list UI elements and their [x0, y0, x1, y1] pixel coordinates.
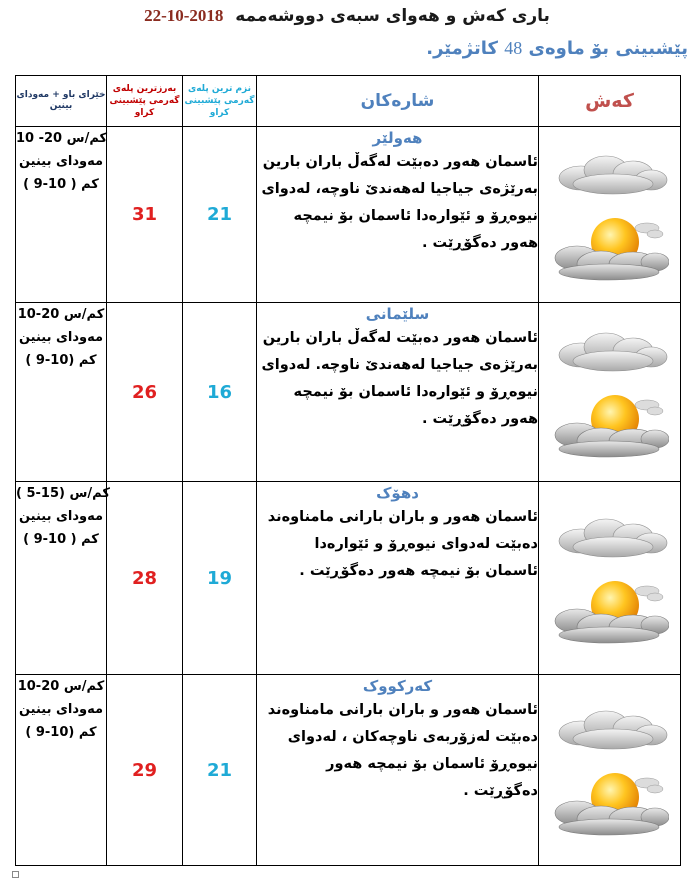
- city-name: کەرکووک: [362, 677, 433, 695]
- table-row: [16, 675, 681, 866]
- table-row: [16, 303, 681, 482]
- wind-cell: [16, 303, 107, 482]
- subtitle-text: پێشبینی بۆ ماوەی: [528, 38, 688, 59]
- city-forecast-text: ئاسمان هەور دەبێت لەگەڵ باران بارین بەرێژەی جیاجیا لەهەندێ ناوچە. لەدوای نیوەڕۆ و ئێوارەدا ئاسمان بۆ نیمچە هەور دەگۆڕێت .: [261, 330, 538, 427]
- visibility-label: مەودای بینین: [18, 702, 104, 717]
- min-temp-value: 19: [183, 482, 257, 675]
- forecast-subtitle: [426, 38, 688, 59]
- wind-cell: [16, 482, 110, 675]
- wind-speed: ( 5-15) کم/س: [16, 486, 110, 501]
- header-max-temp: بەرزترین پلەی گەرمی پێشبینی کراو: [107, 76, 183, 127]
- header-wind: خێرای باو + مەودای بینین: [16, 76, 107, 127]
- weather-icons-cell: [539, 303, 681, 482]
- city-name: دهۆک: [376, 484, 419, 502]
- cloud-icon: [551, 703, 669, 753]
- forecast-title-text: باری کەش و هەوای سبەی دووشەممە: [235, 6, 550, 26]
- table-move-handle[interactable]: [12, 871, 19, 878]
- partly-cloudy-icon: [551, 767, 669, 837]
- partly-cloudy-icon: [551, 389, 669, 459]
- table-row: [16, 482, 681, 675]
- wind-speed: 10-20 کم/س: [17, 307, 105, 322]
- cloud-icon: [551, 325, 669, 375]
- header-min-temp: نزم ترین پلەی گەرمی پێشبینی کراو: [183, 76, 257, 127]
- subtitle-hours: 48: [504, 38, 523, 58]
- visibility-value: ( 9-10) کم: [25, 725, 97, 740]
- wind-cell: [16, 127, 107, 303]
- partly-cloudy-icon: [551, 575, 669, 645]
- city-forecast-text: ئاسمان هەور و باران بارانی مامناوەند دەبێت لەدوای نیوەڕۆ و ئێوارەدا ئاسمان بۆ نیمچە هەور دەگۆڕێت .: [267, 509, 538, 579]
- city-cell: [257, 675, 539, 866]
- city-cell: [257, 303, 539, 482]
- header-cities: شارەکان: [257, 76, 539, 127]
- visibility-value: ( 9-10) کم: [25, 353, 97, 368]
- min-temp-value: 21: [183, 127, 257, 303]
- min-temp-value: 16: [183, 303, 257, 482]
- wind-cell: [16, 675, 107, 866]
- city-forecast-text: ئاسمان هەور دەبێت لەگەڵ باران بارین بەرێژەی جیاجیا لەهەندێ ناوچە، لەدوای نیوەڕۆ و ئێوارەدا ئاسمان بۆ نیمچە هەور دەگۆڕێت .: [261, 154, 538, 251]
- visibility-value: ( 9-10 ) کم: [23, 177, 99, 192]
- table-header-row: [16, 76, 681, 127]
- weather-icons-cell: [539, 482, 681, 675]
- max-temp-value: 31: [107, 127, 183, 303]
- visibility-value: ( 9-10 ) کم: [23, 532, 99, 547]
- wind-speed: 10 -20 کم/س: [16, 131, 108, 146]
- page-title: [0, 6, 694, 26]
- max-temp-value: 29: [107, 675, 183, 866]
- min-temp-value: 21: [183, 675, 257, 866]
- visibility-label: مەودای بینین: [18, 509, 104, 524]
- table-row: [16, 127, 681, 303]
- cloud-icon: [551, 511, 669, 561]
- city-name: سلێمانی: [365, 305, 430, 323]
- partly-cloudy-icon: [551, 212, 669, 282]
- forecast-table: [15, 75, 681, 866]
- city-cell: [257, 127, 539, 303]
- header-weather: کەش: [539, 76, 681, 127]
- subtitle-unit: کاتژمێر.: [426, 38, 498, 59]
- city-cell: [257, 482, 539, 675]
- max-temp-value: 26: [107, 303, 183, 482]
- wind-speed: 10-20 کم/س: [17, 679, 105, 694]
- visibility-label: مەودای بینین: [18, 154, 104, 169]
- weather-icons-cell: [539, 675, 681, 866]
- city-forecast-text: ئاسمان هەور و باران بارانی مامناوەند دەبێت لەزۆربەی ناوچەکان ، لەدوای نیوەڕۆ ئاسمان بۆ نیمچە هەور دەگۆڕێت .: [267, 702, 538, 799]
- forecast-date: 2018-10-22: [144, 6, 224, 25]
- cloud-icon: [551, 148, 669, 198]
- visibility-label: مەودای بینین: [18, 330, 104, 345]
- max-temp-value: 28: [107, 482, 183, 675]
- weather-icons-cell: [539, 127, 681, 303]
- city-name: هەولێر: [372, 129, 423, 147]
